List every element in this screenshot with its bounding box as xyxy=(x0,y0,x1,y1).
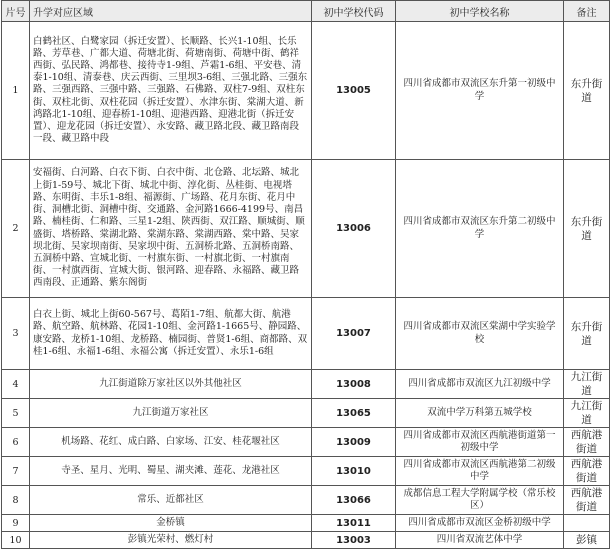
row-area: 常乐、近都社区 xyxy=(30,486,312,515)
row-no: 2 xyxy=(2,160,30,298)
header-code: 初中学校代码 xyxy=(312,1,396,22)
row-note xyxy=(564,515,610,532)
row-code: 13008 xyxy=(312,370,396,399)
row-school: 四川省成都市双流区金桥初级中学 xyxy=(396,515,564,532)
header-no: 片号 xyxy=(2,1,30,22)
table-row xyxy=(2,399,610,428)
row-area: 安福街、白河路、白衣下街、白衣中街、北仓路、北坛路、城北上街1-59号、城北下街、城北中街、淳化街、丛桂街、电视塔路、东明街、丰乐1-8组、福源街、广场路、花月东街、花月中街、洞槽北街、洞槽中街、交通路、金河路1666-4199号、南昌路、楠桂街、仁和路、三星1-2组、陕西街、双江路、顺城街、顺盛街、塔桥路、棠湖北路、棠湖东路、棠湖西路、棠中路、吴家坝北街、吴家坝南街、吴家坝中街、五洞桥北路、五洞桥南路、五洞桥中路、宣城北街、一村旗东街、一村旗北街、一村旗南街、一村旗西街、宣城大街、银河路、迎春路、永福路、藏卫路西南段、正通路、紫东阁街 xyxy=(30,160,312,298)
row-area: 白鹤社区、白鹭家园（拆迁安置）、长顺路、长兴1-10组、长乐路、芳草巷、广都大道、荷塘北街、荷塘南街、荷塘中街、鹤祥西街、弘民路、鸿都巷、接待寺1-9组、芦霜1-6组、平安巷、清泰1-10组、清泰巷、庆云西街、三里坝3-6组、三强北路、三强东路、三强西路、三强中路、三强路、石佛路、双柱7-9组、双柱东街、双柱北街、双柱花园（拆迁安置）、水津东街、棠湖大道、新鸿路北1-10组、迎春桥1-10组、迎港西路、迎港北街（拆迁安置）、迎龙花园（拆迁安置）、永安路、藏卫路北段、藏卫路南段一段、藏卫路中段 xyxy=(30,22,312,160)
row-code: 13065 xyxy=(312,399,396,428)
table-row xyxy=(2,370,610,399)
table-row xyxy=(2,160,610,298)
row-school: 四川省成都市双流区东升第二初级中学 xyxy=(396,160,564,298)
row-code: 13066 xyxy=(312,486,396,515)
row-no: 9 xyxy=(2,515,30,532)
row-area: 寺圣、星月、光明、蜀星、湖夹滩、莲花、龙港社区 xyxy=(30,457,312,486)
row-note: 东升街道 xyxy=(564,298,610,370)
row-no: 3 xyxy=(2,298,30,370)
row-code: 13011 xyxy=(312,515,396,532)
row-no: 1 xyxy=(2,22,30,160)
row-no: 7 xyxy=(2,457,30,486)
header-row xyxy=(2,1,610,22)
table-row xyxy=(2,22,610,160)
row-no: 6 xyxy=(2,428,30,457)
row-note: 西航港街道 xyxy=(564,428,610,457)
header-note: 备注 xyxy=(564,1,610,22)
row-area: 九江街道除万家社区以外其他社区 xyxy=(30,370,312,399)
row-school: 四川省成都市双流区西航港第二初级中学 xyxy=(396,457,564,486)
row-note: 九江街道 xyxy=(564,370,610,399)
row-code: 13006 xyxy=(312,160,396,298)
row-code: 13003 xyxy=(312,532,396,549)
row-no: 5 xyxy=(2,399,30,428)
row-area: 彭镇光荣村、燃灯村 xyxy=(30,532,312,549)
row-note: 东升街道 xyxy=(564,160,610,298)
row-school: 四川省双流艺体中学 xyxy=(396,532,564,549)
table-row xyxy=(2,298,610,370)
row-school: 四川省成都市双流区棠湖中学实验学校 xyxy=(396,298,564,370)
table-row xyxy=(2,428,610,457)
table-row xyxy=(2,515,610,532)
table-row xyxy=(2,532,610,549)
table-row xyxy=(2,486,610,515)
row-school: 四川省成都市双流区东升第一初级中学 xyxy=(396,22,564,160)
row-code: 13005 xyxy=(312,22,396,160)
header-school: 初中学校名称 xyxy=(396,1,564,22)
row-area: 机场路、花红、成白路、白家场、江安、桂花堰社区 xyxy=(30,428,312,457)
row-area: 金桥镇 xyxy=(30,515,312,532)
row-note: 东升街道 xyxy=(564,22,610,160)
row-school: 四川省成都市双流区西航港街道第一初级中学 xyxy=(396,428,564,457)
row-note: 彭镇 xyxy=(564,532,610,549)
row-area: 白衣上街、城北上街60-567号、葛陌1-7组、航都大街、航港路、航空路、航林路、花园1-10组、金河路1-1665号、静园路、康安路、龙桥1-10组、龙桥路、楠园街、普贤1-6组、商都路、双桂1-6组、永福1-6组、永福公寓（拆迁安置）、永乐1-6组 xyxy=(30,298,312,370)
row-code: 13009 xyxy=(312,428,396,457)
table-row xyxy=(2,457,610,486)
row-no: 8 xyxy=(2,486,30,515)
row-code: 13010 xyxy=(312,457,396,486)
row-no: 10 xyxy=(2,532,30,549)
row-school: 成都信息工程大学附属学校（常乐校区） xyxy=(396,486,564,515)
row-area: 九江街道万家社区 xyxy=(30,399,312,428)
row-school: 双流中学万科第五城学校 xyxy=(396,399,564,428)
row-school: 四川省成都市双流区九江初级中学 xyxy=(396,370,564,399)
school-district-table xyxy=(1,0,610,549)
row-no: 4 xyxy=(2,370,30,399)
row-note: 九江街道 xyxy=(564,399,610,428)
row-note: 西航港街道 xyxy=(564,486,610,515)
row-code: 13007 xyxy=(312,298,396,370)
row-note: 西航港街道 xyxy=(564,457,610,486)
header-area: 升学对应区域 xyxy=(30,1,312,22)
